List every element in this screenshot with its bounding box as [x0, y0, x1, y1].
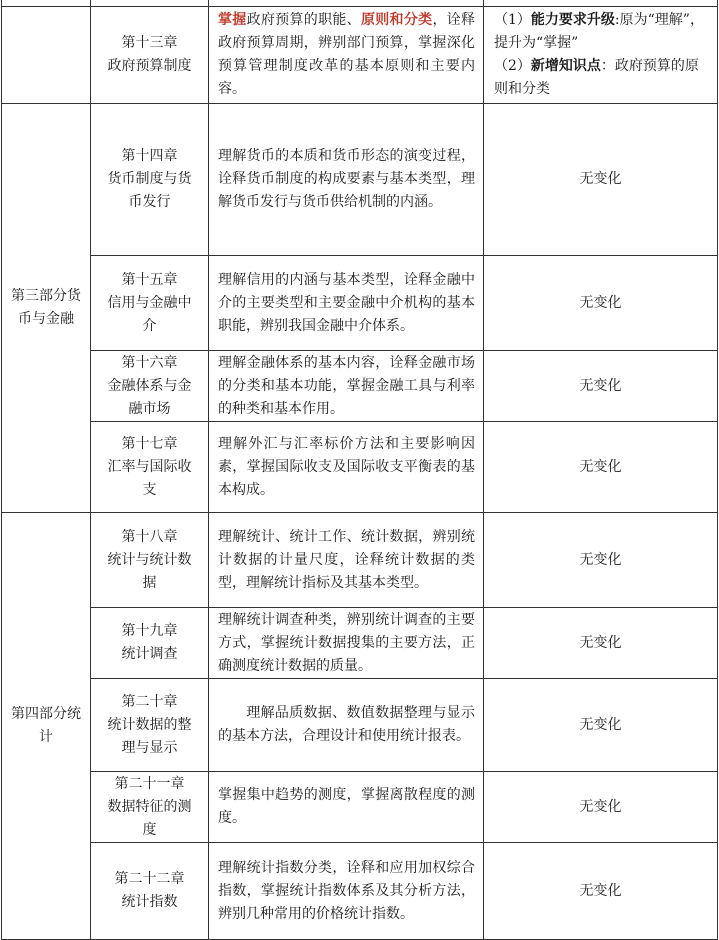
chapter-number: 第十三章 [121, 35, 178, 51]
chapter-title: 金融体系与金融市场 [107, 377, 192, 417]
chapter-number: 第十九章 [121, 623, 178, 639]
chapter-title: 数据特征的测度 [107, 798, 192, 838]
requirement-cell [209, 679, 484, 772]
requirement-text: ，诠释政府预算周期，辨别部门预算，掌握深化预算管理制度改革的基本原则和主要内容。 [218, 12, 476, 97]
part-label: 第四部分统计 [2, 513, 91, 940]
change-cell [484, 7, 718, 104]
chapter-number: 第二十二章 [114, 871, 185, 887]
change-prefix: （2） [494, 58, 531, 74]
chapter-cell [91, 679, 209, 772]
change-item [494, 9, 711, 55]
requirement-text: 理解信用的内涵与基本类型，诠释金融中介的主要类型和主要金融中介机构的基本职能，辨别我国金融中介体系。 [209, 256, 484, 351]
chapter-title: 统计与统计数据 [107, 551, 192, 591]
table-row [2, 104, 718, 256]
change-text: 无变化 [484, 104, 718, 256]
change-label: 新增知识点 [530, 58, 601, 74]
change-text: 无变化 [484, 608, 718, 679]
chapter-cell [91, 843, 209, 940]
chapter-title: 汇率与国际收支 [107, 458, 192, 498]
requirement-text: 掌握集中趋势的测度，掌握离散程度的测度。 [209, 772, 484, 843]
chapter-number: 第二十一章 [114, 775, 185, 792]
chapter-cell [91, 104, 209, 256]
change-detail: :原为“理解”，提升为“掌握” [494, 12, 704, 51]
chapter-number: 第十八章 [121, 528, 178, 545]
change-prefix: （1） [494, 12, 531, 28]
requirement-text: 政府预算的职能、 [246, 12, 361, 28]
change-text: 无变化 [484, 513, 718, 608]
chapter-number: 第十五章 [121, 271, 178, 288]
part-cell [2, 7, 91, 104]
syllabus-change-table [1, 0, 718, 940]
change-text: 无变化 [484, 843, 718, 940]
chapter-title: 统计数据的整理与显示 [107, 716, 192, 756]
chapter-title: 政府预算制度 [107, 58, 192, 74]
chapter-number: 第十六章 [121, 354, 178, 371]
chapter-cell [91, 513, 209, 608]
requirement-text: 理解金融体系的基本内容，诠释金融市场的分类和基本功能，掌握金融工具与利率的种类和基本作用。 [209, 351, 484, 422]
chapter-title: 货币制度与货币发行 [107, 171, 192, 210]
table-row [2, 256, 718, 351]
chapter-cell [91, 7, 209, 104]
table-row [2, 513, 718, 608]
chapter-number: 第二十章 [121, 693, 178, 710]
change-detail: ：政府预算的原则和分类 [494, 58, 699, 97]
chapter-cell [91, 772, 209, 843]
part-label: 第三部分货币与金融 [2, 104, 91, 513]
emphasis-text: 掌握 [218, 12, 247, 28]
chapter-title: 统计调查 [121, 646, 178, 662]
requirement-text: 理解统计、统计工作、统计数据，辨别统计数据的计量尺度，诠释统计数据的类型，理解统计指标及其基本类型。 [209, 513, 484, 608]
change-text: 无变化 [484, 256, 718, 351]
requirement-text: 理解统计调查种类，辨别统计调查的主要方式，掌握统计数据搜集的主要方法，正确测度统计数据的质量。 [209, 608, 484, 679]
change-text: 无变化 [484, 351, 718, 422]
change-text: 无变化 [484, 422, 718, 513]
change-text: 无变化 [484, 772, 718, 843]
table-row [2, 608, 718, 679]
table-row [2, 843, 718, 940]
chapter-cell [91, 608, 209, 679]
table-row [2, 422, 718, 513]
chapter-cell [91, 256, 209, 351]
chapter-cell [91, 351, 209, 422]
requirement-text: 理解外汇与汇率标价方法和主要影响因素，掌握国际收支及国际收支平衡表的基本构成。 [209, 422, 484, 513]
emphasis-text: 原则和分类 [360, 12, 433, 28]
change-item [494, 55, 711, 101]
chapter-number: 第十七章 [121, 435, 178, 452]
table-row [2, 772, 718, 843]
table-row [2, 351, 718, 422]
chapter-number: 第十四章 [121, 148, 178, 164]
chapter-title: 统计指数 [121, 894, 178, 910]
requirement-text: 理解统计指数分类，诠释和应用加权综合指数，掌握统计指数体系及其分析方法，辨别几种常用的价格统计指数。 [209, 843, 484, 940]
chapter-cell [91, 422, 209, 513]
table-row [2, 679, 718, 772]
requirement-cell [209, 7, 484, 104]
requirement-text: 理解品质数据、数值数据整理与显示的基本方法，合理设计和使用统计报表。 [218, 705, 475, 744]
table-row [2, 7, 718, 104]
requirement-text: 理解货币的本质和货币形态的演变过程，诠释货币制度的构成要素与基本类型，理解货币发行与货币供给机制的内涵。 [209, 104, 484, 256]
change-label: 能力要求升级 [530, 12, 615, 28]
chapter-title: 信用与金融中介 [107, 294, 192, 334]
change-text: 无变化 [484, 679, 718, 772]
